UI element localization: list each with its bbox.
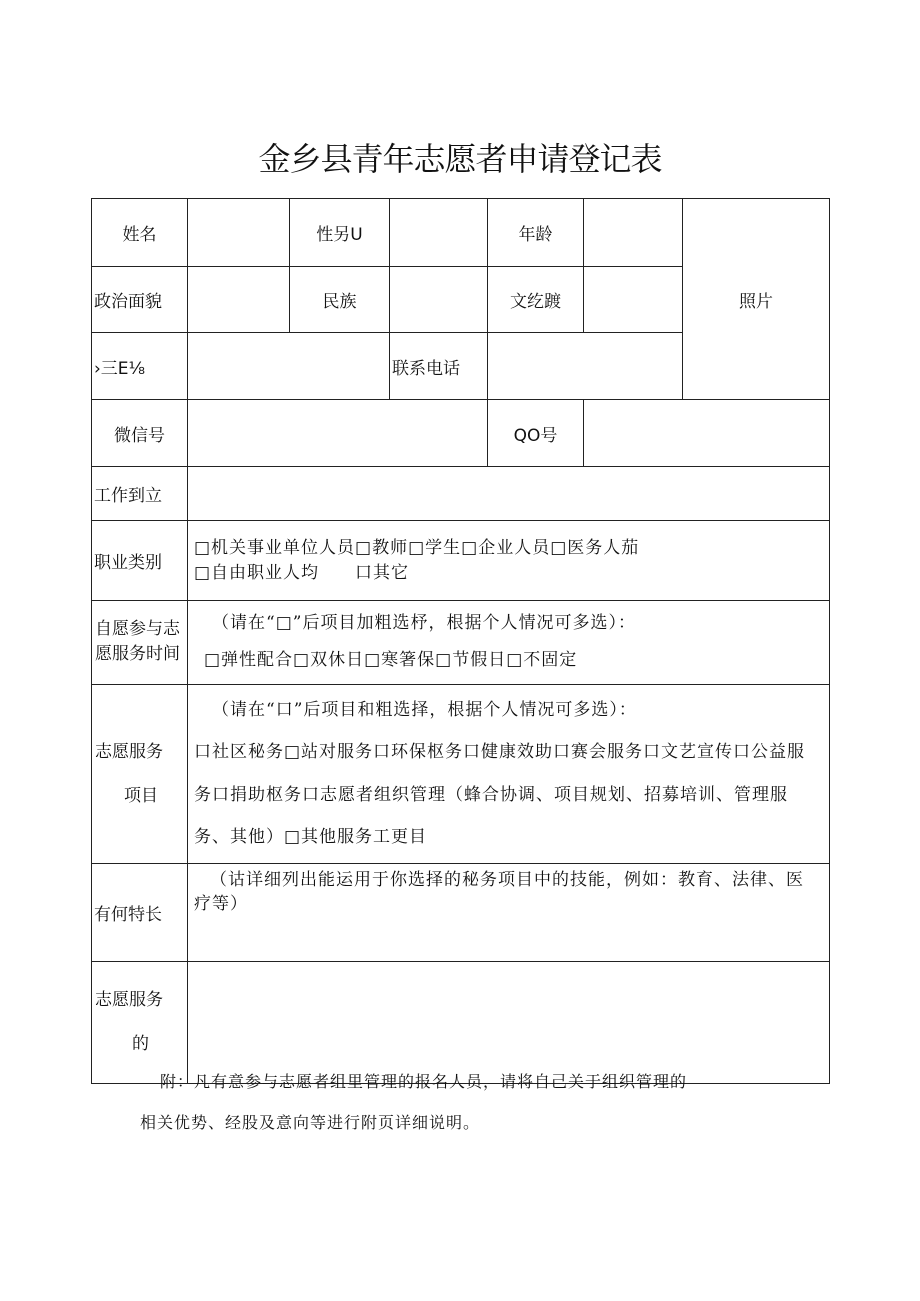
qq-label: QO号 (488, 400, 584, 467)
id-number-label: ›三E⅛ (92, 333, 188, 400)
footnote-line2: 相关优势、经股及意向等进行附页详细说明。 (140, 1113, 481, 1132)
service-time-label-line2: 愿服务时间 (95, 644, 180, 665)
qq-field[interactable] (584, 400, 830, 467)
phone-field[interactable] (488, 333, 683, 400)
id-number-field[interactable] (188, 333, 390, 400)
service-projects-line2[interactable]: 务口捐助枢务口志愿者组织管理（蜂合协调、项目规划、招募培训、管理服 (194, 784, 788, 805)
skills-field[interactable] (188, 863, 830, 961)
political-status-field[interactable] (188, 267, 290, 333)
service-projects-label (92, 684, 188, 863)
service-time-checkboxes[interactable]: □弹性配合□双休日□寒箸保□节假日□不固定 (204, 650, 578, 671)
name-field[interactable] (188, 199, 290, 267)
service-projects-line1[interactable]: 口社区秘务□站对服务口环保枢务口健康效助口赛会服务口文艺宣传口公益服 (194, 742, 806, 763)
skills-label: 有何特长 (92, 863, 188, 961)
service-time-instruction: （请在“□”后项目加粗选杼，根据个人情况可多选）： (212, 613, 636, 633)
wechat-field[interactable] (188, 400, 488, 467)
occupation-options-line1[interactable]: □机关事业单位人员□教师□学生□企业人员□医务人茄 (194, 537, 640, 558)
service-projects-label-line1: 志愿服务 (95, 741, 163, 762)
service-projects-instruction: （请在“口”后项目和粗选择，根据个人情况可多选）： (212, 699, 637, 720)
row-experience (92, 961, 830, 1083)
row-social (92, 400, 830, 467)
phone-label: 联系电话 (390, 333, 488, 400)
experience-label-line1: 志愿服务 (95, 990, 163, 1011)
gender-label: 性另U (290, 199, 390, 267)
row-basic-info (92, 199, 830, 267)
age-field[interactable] (584, 199, 683, 267)
occupation-label: 职业类别 (92, 521, 188, 601)
service-projects-line3[interactable]: 务、其他）□其他服务工更目 (194, 827, 428, 848)
row-service-projects (92, 684, 830, 863)
occupation-options[interactable] (188, 521, 830, 601)
workplace-label: 工作到立 (92, 467, 188, 521)
education-field[interactable] (584, 267, 683, 333)
service-time-label-line1: 自愿参与志 (95, 618, 180, 639)
occupation-options-line2[interactable]: □自由职业人均 口其它 (194, 562, 410, 583)
page-title: 金乡县青年志愿者申请登记表 (258, 140, 662, 178)
row-occupation (92, 521, 830, 601)
name-label: 姓名 (92, 199, 188, 267)
experience-label-line2: 的 (132, 1034, 149, 1055)
service-time-label (92, 601, 188, 685)
experience-label (92, 961, 188, 1083)
row-workplace (92, 467, 830, 521)
registration-form-table (91, 198, 830, 1084)
workplace-field[interactable] (188, 467, 830, 521)
service-time-options[interactable] (188, 601, 830, 685)
age-label: 年龄 (488, 199, 584, 267)
row-service-time (92, 601, 830, 685)
row-skills (92, 863, 830, 961)
skills-hint-line1: （诂详细列出能运用于你选择的秘务项目中的技能，例如：教育、法律、医 (210, 869, 804, 890)
ethnic-label: 民族 (290, 267, 390, 333)
footnote-line1: 附：凡有意参与志愿者组里管理的报名人员，请将自己关于组织管理的 (160, 1072, 688, 1091)
service-projects-options[interactable] (188, 684, 830, 863)
experience-field[interactable] (188, 961, 830, 1083)
photo-box[interactable]: 照片 (683, 199, 830, 400)
gender-field[interactable] (390, 199, 488, 267)
service-projects-label-line2: 项目 (124, 785, 158, 806)
political-status-label: 政治面貌 (92, 267, 188, 333)
education-label: 文纥踱 (488, 267, 584, 333)
skills-hint-line2: 疗等） (194, 894, 248, 915)
ethnic-field[interactable] (390, 267, 488, 333)
wechat-label: 微信号 (92, 400, 188, 467)
